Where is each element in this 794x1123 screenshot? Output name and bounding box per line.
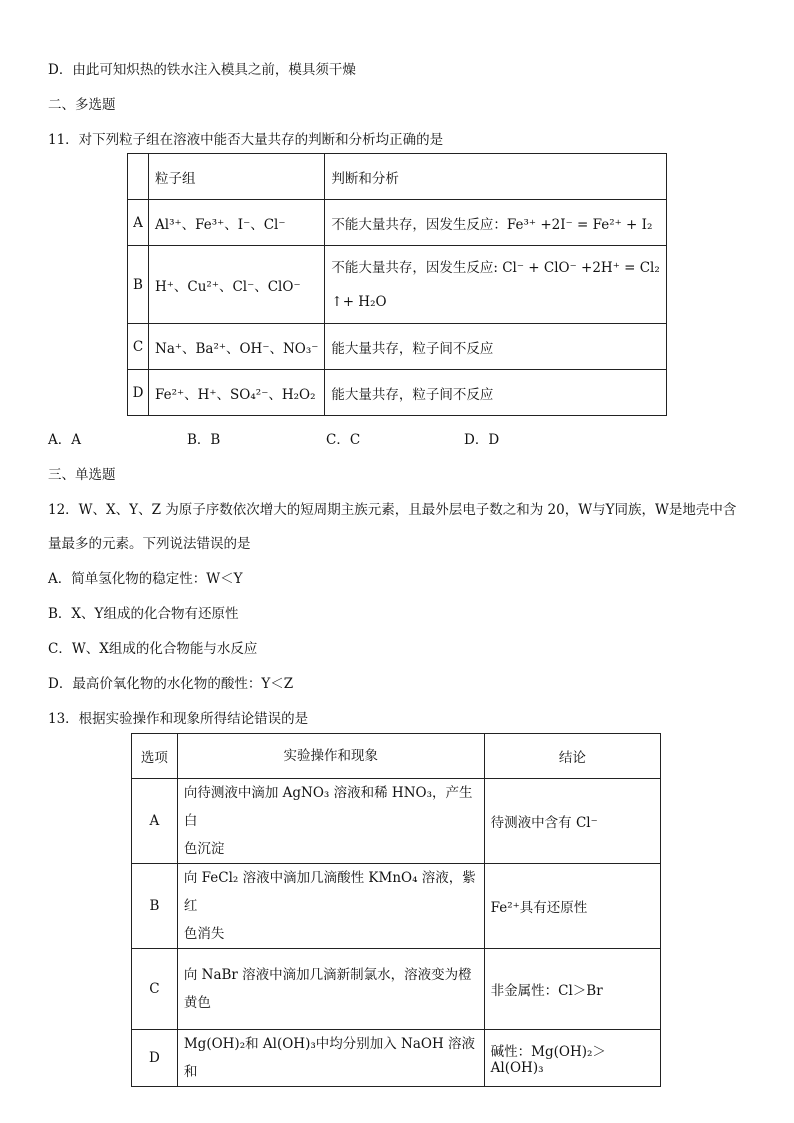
q13-stem: 13．根据实验操作和现象所得结论错误的是	[48, 711, 309, 727]
table-row	[128, 200, 667, 246]
analysis-line: ↑+ H₂O	[331, 293, 387, 310]
table-row	[132, 949, 661, 1030]
q12-stem-line2: 量最多的元素。下列说法错误的是	[48, 536, 251, 552]
q10-option-d: D．由此可知炽热的铁水注入模具之前，模具须干燥	[48, 62, 356, 78]
q12-option-d: D．最高价氧化物的水化物的酸性：Y＜Z	[48, 676, 294, 692]
operation-line: 色消失	[183, 926, 225, 942]
row-label: C	[132, 949, 178, 1030]
table-header-row	[128, 154, 667, 200]
table-header-cell: 实验操作和现象	[177, 734, 484, 779]
table-header-cell	[128, 154, 149, 200]
analysis: 能大量共存，粒子间不反应	[325, 370, 667, 416]
operation	[177, 779, 484, 864]
operation-line: Mg(OH)₂和 Al(OH)₃中均分别加入 NaOH 溶液和	[183, 1036, 476, 1080]
table-header-cell: 粒子组	[149, 154, 325, 200]
q13-table	[131, 733, 661, 1087]
operation-line: 向待测液中滴加 AgNO₃ 溶液和稀 HNO₃，产生白	[183, 785, 473, 829]
conclusion: Fe²⁺具有还原性	[484, 864, 660, 949]
row-label: A	[132, 779, 178, 864]
particle-group: H⁺、Cu²⁺、Cl⁻、ClO⁻	[149, 246, 325, 324]
conclusion: 待测液中含有 Cl⁻	[484, 779, 660, 864]
row-label: C	[128, 324, 149, 370]
row-label: B	[128, 246, 149, 324]
operation-line: 向 NaBr 溶液中滴加几滴新制氯水，溶液变为橙	[183, 967, 472, 983]
table-header-cell: 结论	[484, 734, 660, 779]
operation-line: 向 FeCl₂ 溶液中滴加几滴酸性 KMnO₄ 溶液，紫红	[183, 870, 476, 914]
operation	[177, 949, 484, 1030]
table-row	[132, 1030, 661, 1087]
row-label: D	[128, 370, 149, 416]
table-header-cell: 判断和分析	[325, 154, 667, 200]
q12-stem-line1: 12．W、X、Y、Z 为原子序数依次增大的短周期主族元素，且最外层电子数之和为 20，W与Y同族，W是地壳中含	[48, 502, 737, 518]
option-b: B．B	[187, 432, 221, 448]
operation	[177, 864, 484, 949]
q11-table	[127, 153, 667, 416]
section-multi-choice: 二、多选题	[48, 97, 116, 113]
table-header-row	[132, 734, 661, 779]
option-d: D．D	[464, 432, 500, 448]
q11-stem: 11．对下列粒子组在溶液中能否大量共存的判断和分析均正确的是	[48, 132, 444, 148]
conclusion: 非金属性：Cl＞Br	[484, 949, 660, 1030]
particle-group: Na⁺、Ba²⁺、OH⁻、NO₃⁻	[149, 324, 325, 370]
particle-group: Fe²⁺、H⁺、SO₄²⁻、H₂O₂	[149, 370, 325, 416]
particle-group: Al³⁺、Fe³⁺、I⁻、Cl⁻	[149, 200, 325, 246]
conclusion: 碱性：Mg(OH)₂＞Al(OH)₃	[484, 1030, 660, 1087]
option-a: A．A	[48, 432, 81, 448]
table-row	[128, 370, 667, 416]
q12-option-c: C．W、X组成的化合物能与水反应	[48, 641, 258, 657]
row-label: B	[132, 864, 178, 949]
analysis	[325, 246, 667, 324]
operation-line: 色沉淀	[183, 841, 225, 857]
table-header-cell: 选项	[132, 734, 178, 779]
option-c: C．C	[326, 432, 361, 448]
table-row	[128, 246, 667, 324]
row-label: A	[128, 200, 149, 246]
q12-option-a: A．简单氢化物的稳定性：W＜Y	[48, 571, 243, 587]
row-label: D	[132, 1030, 178, 1087]
table-row	[132, 864, 661, 949]
analysis-line: 不能大量共存，因发生反应: Cl⁻ + ClO⁻ +2H⁺ = Cl₂	[331, 259, 660, 276]
analysis: 能大量共存，粒子间不反应	[325, 324, 667, 370]
section-single-choice: 三、单选题	[48, 467, 116, 483]
operation	[177, 1030, 484, 1087]
operation-line: 黄色	[183, 995, 211, 1011]
analysis: 不能大量共存，因发生反应：Fe³⁺ +2I⁻ = Fe²⁺ + I₂	[325, 200, 667, 246]
q12-option-b: B．X、Y组成的化合物有还原性	[48, 606, 239, 622]
table-row	[132, 779, 661, 864]
table-row	[128, 324, 667, 370]
